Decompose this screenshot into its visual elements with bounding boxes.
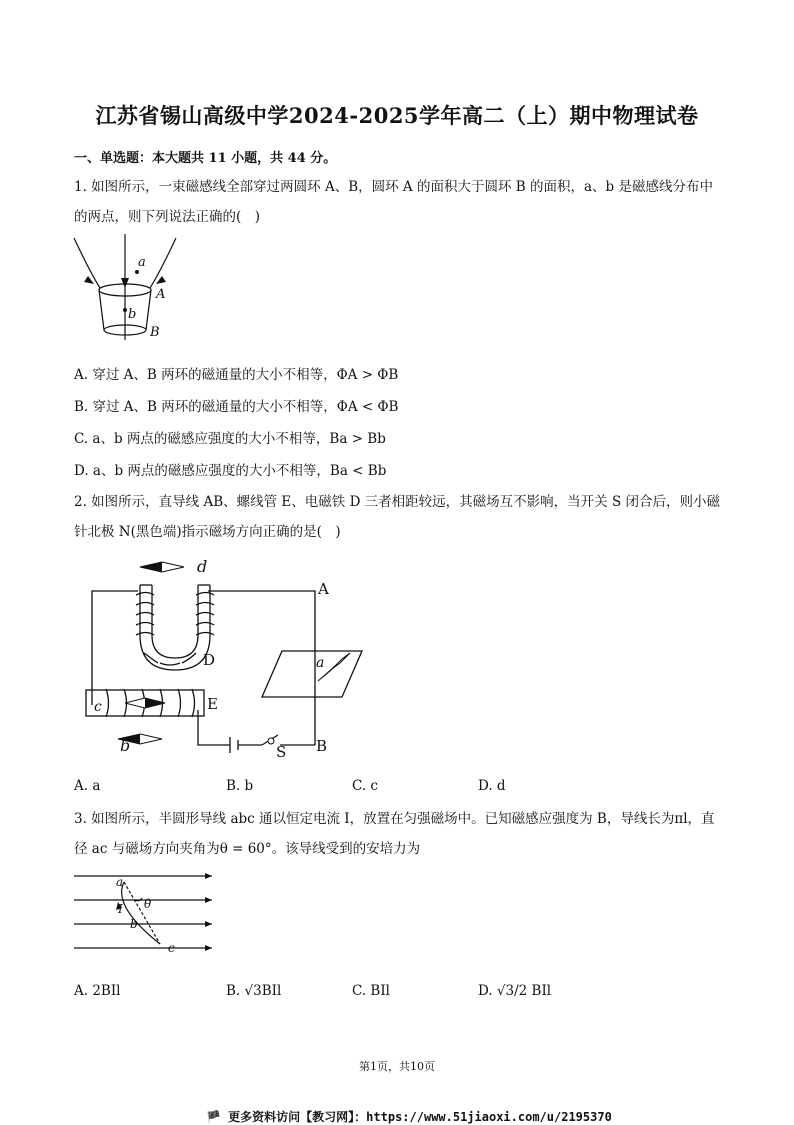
q2-option-c: C. c bbox=[352, 778, 378, 794]
label-a: a bbox=[138, 255, 146, 270]
label-c: c bbox=[94, 699, 102, 715]
question-3-line1: 3. 如图所示，半圆形导线 abc 通以恒定电流 I，放置在匀强磁场中。已知磁感应强度为 B，导线长为πl，直 bbox=[74, 811, 715, 827]
label-A: A bbox=[318, 580, 329, 598]
ad-link[interactable]: 🏴 更多资料访问【教习网】：https://www.51jiaoxi.com/u/2195370 bbox=[206, 1110, 612, 1124]
question-1-line1: 1. 如图所示，一束磁感线全部穿过两圆环 A、B，圆环 A 的面积大于圆环 B 的面积，a、b 是磁感线分布中 bbox=[74, 179, 713, 195]
wire-left bbox=[92, 591, 138, 705]
label-b: b bbox=[120, 736, 131, 755]
page-footer: 第1页，共10页 bbox=[359, 1060, 435, 1073]
plane-a bbox=[262, 651, 362, 697]
question-2-line1: 2. 如图所示，直导线 AB、螺线管 E、电磁铁 D 三者相距较远，其磁场互不影响，当开关 S 闭合后，则小磁 bbox=[74, 494, 721, 510]
label-A: A bbox=[156, 287, 166, 302]
label-S: S bbox=[276, 743, 287, 760]
arrow-center bbox=[121, 278, 129, 288]
label-theta: θ bbox=[144, 897, 152, 911]
q1-option-c: C. a、b 两点的磁感应强度的大小不相等，Ba > Bb bbox=[74, 431, 386, 447]
q3-option-c: C. BIl bbox=[352, 983, 391, 999]
label-E: E bbox=[207, 695, 218, 713]
label-b: b bbox=[128, 307, 137, 322]
label-a: a bbox=[316, 655, 325, 671]
q3-option-b: B. √3BIl bbox=[226, 983, 282, 999]
label-B: B bbox=[150, 325, 160, 340]
question-2-stem bbox=[74, 487, 724, 547]
label-D: D bbox=[203, 651, 216, 669]
point-b bbox=[123, 308, 127, 312]
q3-option-a: A. 2BIl bbox=[74, 983, 121, 999]
label-c: c bbox=[168, 941, 175, 955]
label-I: I bbox=[118, 902, 123, 916]
q3-option-d: D. √3/2 BIl bbox=[478, 983, 552, 999]
figure-3-semicircle-wire bbox=[72, 866, 218, 958]
point-a bbox=[135, 270, 139, 274]
wire-AB bbox=[208, 591, 315, 745]
figure-1-magnetic-rings bbox=[70, 232, 180, 350]
label-b: b bbox=[130, 917, 138, 931]
q1-option-a: A. 穿过 A、B 两环的磁通量的大小不相等，ΦA > ΦB bbox=[74, 367, 399, 383]
question-1-line2: 的两点，则下列说法正确的( ) bbox=[74, 209, 261, 225]
question-3-stem bbox=[74, 804, 724, 864]
question-2-line2: 针北极 N(黑色端)指示磁场方向正确的是( ) bbox=[74, 524, 341, 540]
q2-option-a: A. a bbox=[74, 778, 101, 794]
q2-option-d: D. d bbox=[478, 778, 506, 794]
question-1-stem bbox=[74, 172, 724, 232]
arrow-left bbox=[84, 276, 94, 284]
q1-option-b: B. 穿过 A、B 两环的磁通量的大小不相等，ΦA < ΦB bbox=[74, 399, 399, 415]
section-heading: 一、单选题：本大题共 11 小题，共 44 分。 bbox=[74, 151, 337, 166]
q2-option-b: B. b bbox=[226, 778, 254, 794]
q1-option-d: D. a、b 两点的磁感应强度的大小不相等，Ba < Bb bbox=[74, 463, 387, 479]
question-3-line2: 径 ac 与磁场方向夹角为θ = 60°。该导线受到的安培力为 bbox=[74, 841, 421, 857]
label-a: a bbox=[116, 875, 124, 889]
page-title: 江苏省锡山高级中学2024-2025学年高二（上）期中物理试卷 bbox=[95, 103, 699, 128]
label-B: B bbox=[316, 737, 328, 755]
figure-2-circuit bbox=[80, 555, 380, 760]
label-d: d bbox=[197, 557, 208, 576]
arrow-right bbox=[156, 276, 166, 284]
